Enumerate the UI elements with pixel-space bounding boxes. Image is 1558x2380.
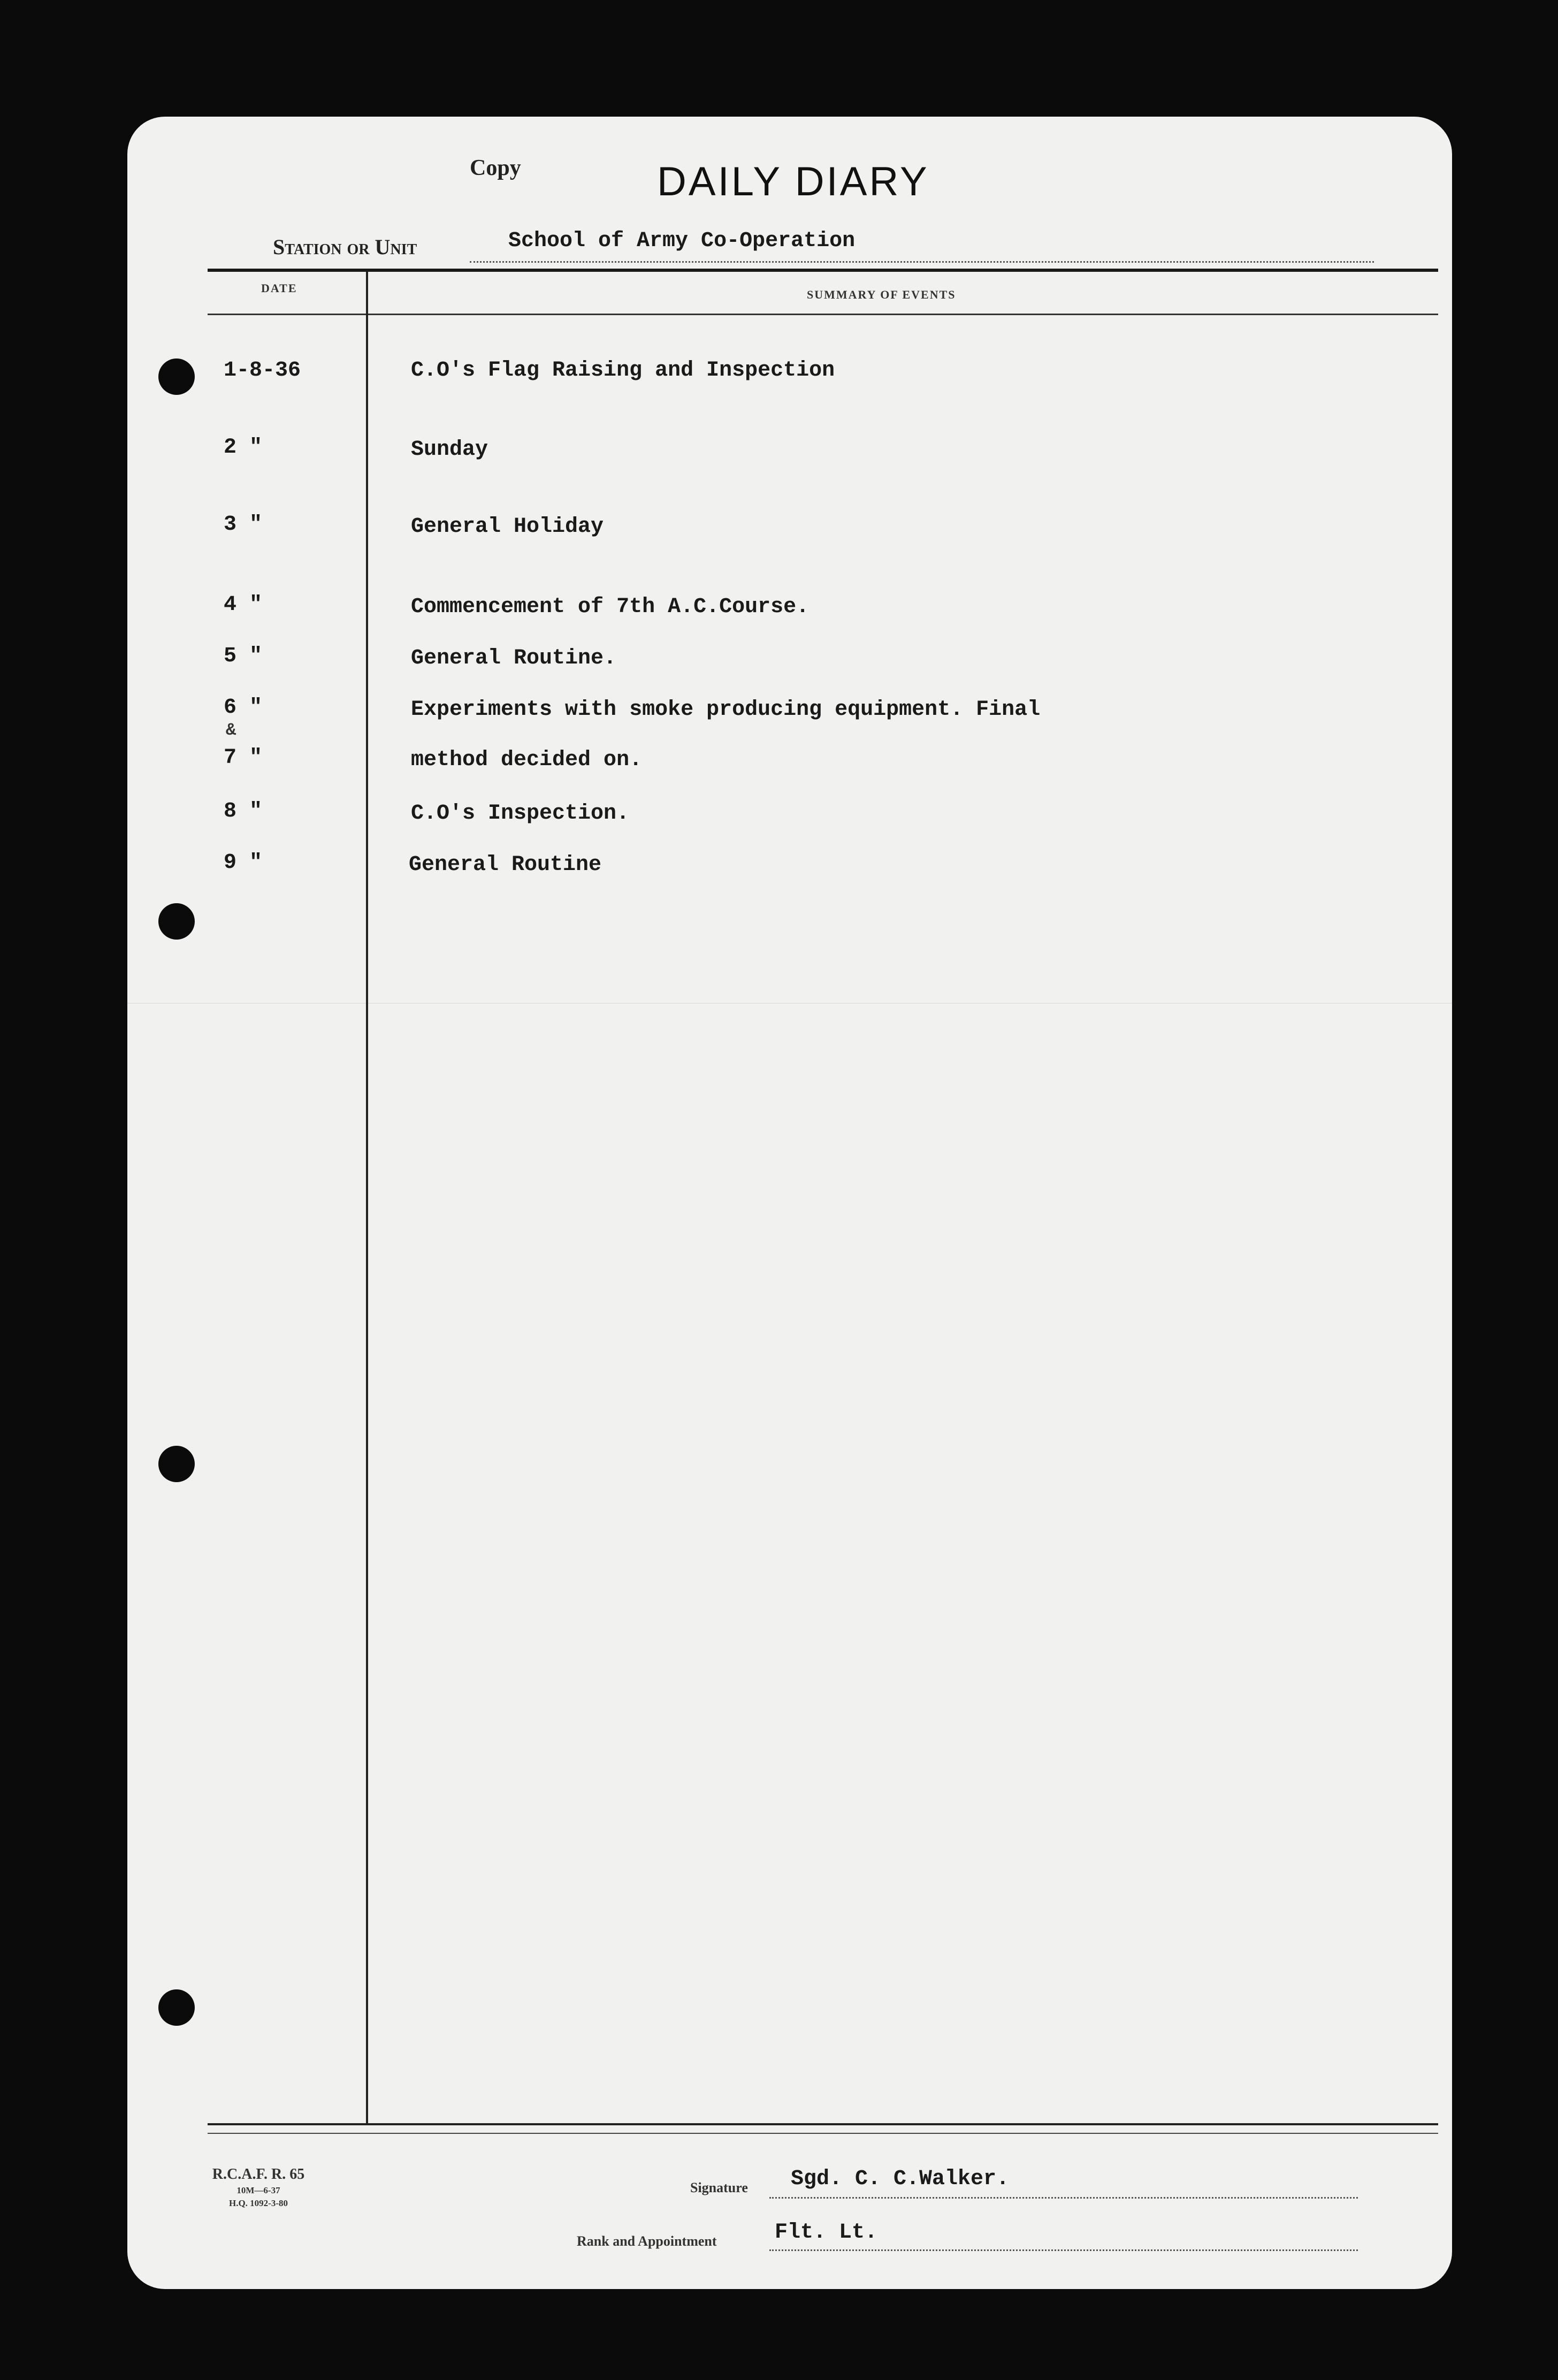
punch-hole-2: [158, 903, 195, 940]
entry-date: 6 ": [224, 696, 263, 720]
station-label: Station or Unit: [273, 235, 417, 259]
punch-hole-4: [158, 1989, 195, 2026]
diary-page: [127, 117, 1452, 2289]
footer-rule-thin: [208, 2133, 1438, 2134]
entry-summary: Experiments with smoke producing equipment. Final: [411, 698, 1041, 722]
entry-date: 2 ": [224, 436, 263, 460]
rank-value: Flt. Lt.: [775, 2221, 878, 2245]
summary-column-header: SUMMARY OF EVENTS: [807, 288, 956, 301]
footer-rule-thick: [208, 2123, 1438, 2125]
entry-date: 5 ": [224, 644, 263, 668]
signature-label: Signature: [690, 2180, 748, 2195]
entry-date: 8 ": [224, 799, 263, 823]
entry-date-ampersand: &: [226, 720, 236, 740]
entry-date: 9 ": [224, 851, 263, 875]
fold-crease: [127, 1003, 1452, 1004]
copy-label: Copy: [470, 156, 521, 180]
date-column-header: DATE: [261, 281, 297, 295]
rank-label: Rank and Appointment: [577, 2233, 717, 2249]
entry-date: 7 ": [224, 746, 263, 770]
signature-value: Sgd. C. C.Walker.: [791, 2167, 1010, 2191]
entry-date: 4 ": [224, 593, 263, 617]
punch-hole-1: [158, 358, 195, 395]
entry-summary: C.O's Flag Raising and Inspection: [411, 358, 835, 383]
station-value: School of Army Co-Operation: [508, 229, 856, 253]
entry-summary: General Holiday: [411, 515, 604, 539]
column-divider: [366, 272, 368, 2125]
header-rule-thin: [208, 314, 1438, 315]
entry-summary: Sunday: [411, 438, 488, 462]
entry-summary: General Routine: [409, 853, 602, 877]
header-rule-thick: [208, 269, 1438, 272]
form-hq-ref: H.Q. 1092-3-80: [228, 2198, 288, 2208]
rank-dotted-line: [769, 2249, 1358, 2251]
entry-summary: General Routine.: [411, 646, 617, 670]
punch-hole-3: [158, 1446, 195, 1482]
page-title: DAILY DIARY: [657, 159, 929, 204]
entry-summary: Commencement of 7th A.C.Course.: [411, 595, 809, 619]
signature-dotted-line: [769, 2197, 1358, 2199]
entry-summary: method decided on.: [411, 748, 643, 772]
station-dotted-line: [470, 261, 1374, 263]
entry-date: 3 ": [224, 513, 263, 537]
entry-date: 1-8-36: [224, 358, 301, 383]
form-code: R.C.A.F. R. 65: [212, 2166, 305, 2183]
form-info: [178, 2166, 339, 2209]
entry-summary: C.O's Inspection.: [411, 802, 630, 826]
form-print-run: 10M—6-37: [236, 2185, 280, 2195]
